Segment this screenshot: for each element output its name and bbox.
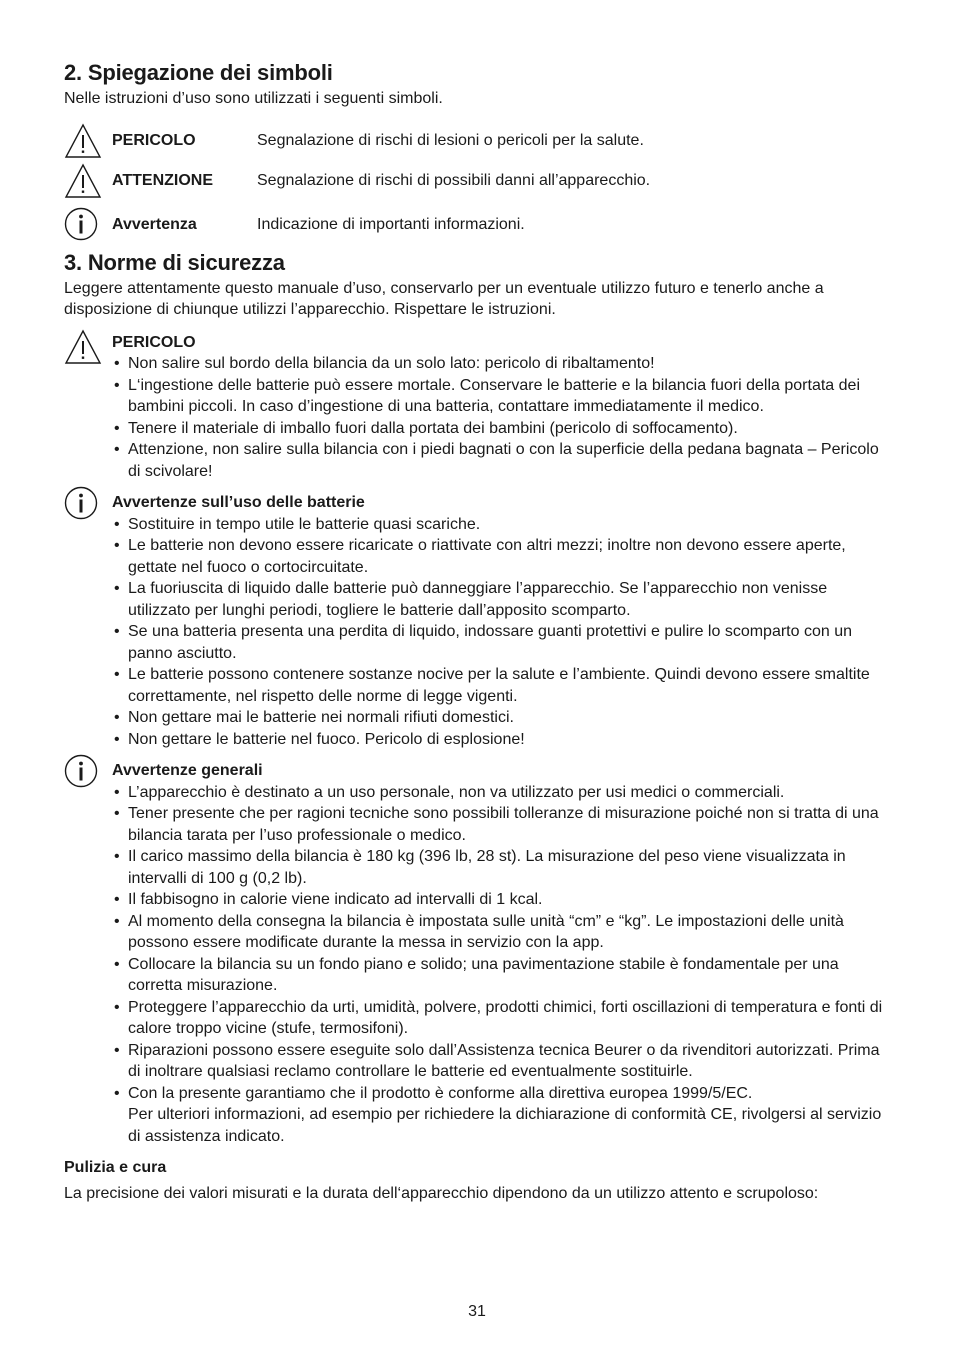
list-item: • Tenere il materiale di imballo fuori dalla portata dei bambini (pericolo di soffocamento). — [64, 418, 892, 440]
symbol-row-avvertenza — [64, 203, 892, 246]
symbol-term: PERICOLO — [112, 131, 196, 149]
symbols-intro: Nelle istruzioni d’uso sono utilizzati i seguenti simboli. — [64, 90, 443, 107]
conformity-note: Per ulteriori informazioni, ad esempio per richiedere la dichiarazione di conformità CE, rivolgersi al servizio di assistenza indicato. — [128, 1106, 882, 1145]
list-item: • L’apparecchio è destinato a un uso personale, non va utilizzato per usi medici o commerciali. — [64, 782, 892, 804]
list-item: • Non gettare mai le batterie nei normali rifiuti domestici. — [64, 707, 892, 729]
symbol-row-attenzione — [64, 163, 892, 203]
list-item: • Al momento della consegna la bilancia è impostata sulle unità “cm” e “kg”. Le impostazioni delle unità possono essere modificate durante la messa in servizio con la app. — [64, 911, 892, 954]
cleaning-text: La precisione dei valori misurati e la durata dell‘apparecchio dipendono da un utilizzo attento e scrupoloso: — [64, 1184, 819, 1202]
list-item: • Il carico massimo della bilancia è 180 kg (396 lb, 28 st). La misurazione del peso viene visualizzata in intervalli di 100 g (0,2 lb). — [64, 846, 892, 889]
list-item: • Le batterie possono contenere sostanze nocive per la salute e l’ambiente. Quindi devono essere smaltite correttamente, nel rispetto delle norme di legge vigenti. — [64, 664, 892, 707]
list-item: • Collocare la bilancia su un fondo piano e solido; una pavimentazione stabile è fondamentale per una corretta misurazione. — [64, 954, 892, 997]
list-item: • Sostituire in tempo utile le batterie quasi scariche. — [64, 514, 892, 536]
safety-intro: Leggere attentamente questo manuale d’uso, conservarlo per un eventuale utilizzo futuro e tenerlo anche a disposizione di chiunque utilizzi l’apparecchio. Rispettare le istruzioni. — [64, 279, 824, 318]
general-warnings-block — [64, 760, 892, 1147]
warning-triangle-icon — [64, 163, 102, 199]
list-item: • Non gettare le batterie nel fuoco. Pericolo di esplosione! — [64, 729, 892, 751]
symbol-description: Segnalazione di rischi di lesioni o pericoli per la salute. — [257, 131, 644, 149]
list-item: • Tener presente che per ragioni tecniche sono possibili tolleranze di misurazione poiché non si tratta di una bilancia tarata per l’uso professionale o medico. — [64, 803, 892, 846]
page-number: 31 — [468, 1303, 486, 1320]
list-item: • Con la presente garantiamo che il prodotto è conforme alla direttiva europea 1999/5/EC. — [64, 1083, 892, 1105]
list-item: • Riparazioni possono essere eseguite solo dall’Assistenza tecnica Beurer o da rivenditori autorizzati. Prima di inoltrare qualsiasi reclamo controllare le batterie ed eventualmente sostituirle. — [64, 1040, 892, 1083]
symbol-term: Avvertenza — [112, 215, 197, 233]
symbol-description: Segnalazione di rischi di possibili danni all’apparecchio. — [257, 171, 651, 189]
battery-warnings-block — [64, 492, 892, 750]
general-warnings-title: Avvertenze generali — [112, 762, 263, 779]
manual-page — [64, 58, 892, 1204]
list-item: • L‘ingestione delle batterie può essere mortale. Conservare le batterie e la bilancia fuori della portata dei bambini piccoli. In caso d’ingestione di una batteria, contattare immediatamente il medico. — [64, 375, 892, 418]
battery-warnings-list — [64, 514, 892, 751]
list-item: • Attenzione, non salire sulla bilancia con i piedi bagnati o con la superficie della pedana bagnata – Pericolo di scivolare! — [64, 439, 892, 482]
list-item: • Il fabbisogno in calorie viene indicato ad intervalli di 1 kcal. — [64, 889, 892, 911]
symbol-row-pericolo — [64, 123, 892, 163]
cleaning-title: Pulizia e cura — [64, 1159, 167, 1176]
symbol-term: ATTENZIONE — [112, 171, 214, 189]
info-circle-icon — [64, 207, 98, 241]
list-item: • Proteggere l’apparecchio da urti, umidità, polvere, prodotti chimici, forti oscillazioni di temperatura e fonti di calore troppo vicine (stufe, termosifoni). — [64, 997, 892, 1040]
symbol-description: Indicazione di importanti informazioni. — [257, 215, 525, 233]
list-item: • La fuoriuscita di liquido dalle batterie può danneggiare l’apparecchio. Se l’apparecchio non venisse utilizzato per lunghi periodi, togliere le batterie dall’apposito scomparto. — [64, 578, 892, 621]
list-item: • Non salire sul bordo della bilancia da un solo lato: pericolo di ribaltamento! — [64, 353, 892, 375]
danger-block — [64, 332, 892, 483]
danger-list — [64, 353, 892, 482]
general-warnings-list — [64, 782, 892, 1105]
battery-warnings-title: Avvertenze sull’uso delle batterie — [112, 494, 365, 511]
section-heading-safety: 3. Norme di sicurezza — [64, 249, 285, 275]
section-heading-symbols: 2. Spiegazione dei simboli — [64, 60, 333, 85]
danger-title: PERICOLO — [112, 333, 196, 351]
list-item: • Le batterie non devono essere ricaricate o riattivate con altri mezzi; inoltre non devono essere aperte, gettate nel fuoco o cortocircuitate. — [64, 535, 892, 578]
list-item: • Se una batteria presenta una perdita di liquido, indossare guanti protettivi e pulire lo scomparto con un panno asciutto. — [64, 621, 892, 664]
warning-triangle-icon — [64, 123, 102, 159]
